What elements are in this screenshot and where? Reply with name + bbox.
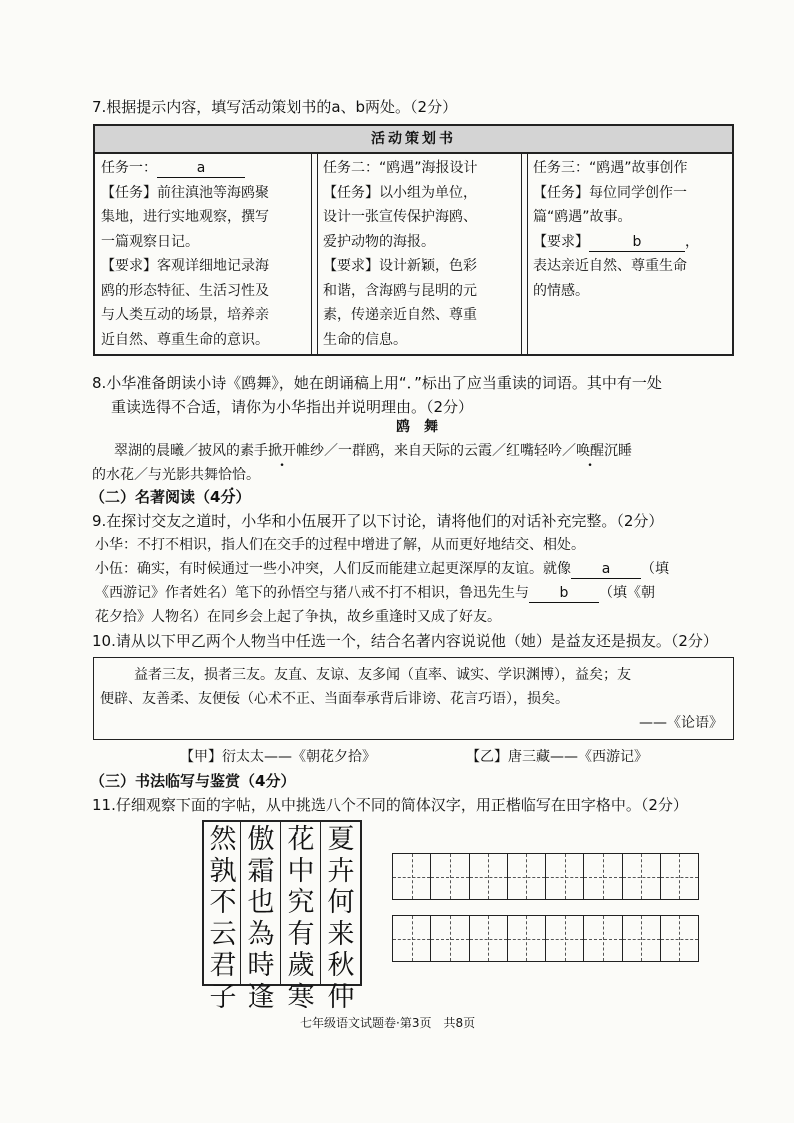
tian-cell[interactable] (507, 915, 546, 962)
column-divider (521, 154, 522, 354)
section2-heading: （二）名著阅读（4分） (90, 488, 251, 506)
option-jia: 【甲】衍太太——《朝花夕拾》 (180, 749, 376, 765)
callig-char: 歲 (287, 950, 315, 981)
stressed-word: 唤醒 (576, 443, 604, 459)
tian-cell[interactable] (469, 853, 508, 900)
task3-column (527, 156, 732, 350)
poem-text: 帷纱／一群鸥，来自天际的云霞／红嘴轻吟／ (296, 443, 576, 459)
callig-char: 云 (209, 918, 237, 950)
task1-req-line: 近自然、尊重生命的意识。 (101, 331, 269, 348)
task2-req-line: 素，传递亲近自然、尊重 (323, 307, 477, 323)
tian-cell[interactable] (583, 915, 622, 962)
callig-char: 君 (209, 950, 237, 981)
task3-line: 篇“鸥遇”故事。 (533, 209, 632, 225)
callig-column (204, 824, 242, 1013)
poem-line (92, 464, 260, 486)
callig-column (322, 824, 360, 1013)
page-footer: 七年级语文试题卷·第3页 共8页 (300, 1016, 476, 1030)
task2-column (317, 156, 517, 350)
q9-stem: 9.在探讨交友之道时，小华和小伍展开了以下讨论，请将他们的对话补充完整。（2分） (92, 512, 664, 530)
callig-column (242, 824, 280, 1013)
callig-char: 寒 (287, 981, 315, 1013)
task1-req-line: 【要求】客观详细地记录海 (101, 258, 269, 274)
quote-source: ——《论语》 (639, 715, 723, 731)
tian-cell[interactable] (622, 853, 661, 900)
task3-req-line: 的情感。 (533, 282, 589, 299)
q9-wu-line (95, 558, 669, 580)
task1-line: 一篇观察日记。 (101, 233, 199, 250)
analects-quote-box (93, 657, 734, 740)
task1-name: 任务一： (101, 160, 157, 176)
callig-char: 然 (209, 824, 237, 855)
section3-heading: （三）书法临写与鉴赏（4分） (90, 772, 296, 790)
callig-char: 何 (327, 887, 355, 918)
callig-char: 不 (209, 887, 237, 918)
tian-grid-row (392, 915, 706, 962)
column-divider (280, 822, 281, 984)
quote-line: 益者三友，损者三友。友直、友谅、友多闻（直率、诚实、学识渊博），益矣；友 (134, 667, 631, 683)
callig-char: 中 (287, 855, 315, 887)
column-divider (311, 154, 312, 354)
q7-stem: 7.根据提示内容，填写活动策划书的a、b两处。（2分） (92, 98, 458, 116)
task2-name: 任务二：“鸥遇”海报设计 (323, 160, 478, 176)
tian-grid-row (392, 853, 706, 900)
task1-column (95, 156, 307, 350)
task2-req-line: 生命的信息。 (323, 331, 407, 348)
tian-cell[interactable] (430, 853, 469, 900)
column-divider (320, 822, 321, 984)
tian-cell[interactable] (430, 915, 469, 962)
task2-line: 【任务】以小组为单位， (323, 184, 477, 201)
task2-line: 设计一张宣传保护海鸥、 (323, 209, 477, 225)
q9-wu-line (95, 582, 655, 604)
tian-cell[interactable] (545, 853, 584, 900)
q9-text: 小伍：确实，有时候通过一些小冲突，人们反而能建立起更深厚的友谊。就像 (95, 561, 571, 577)
task2-line: 爱护动物的海报。 (323, 233, 435, 250)
q10-stem: 10.请从以下甲乙两个人物当中任选一个，结合名著内容说说他（她）是益友还是损友。（2分） (92, 632, 718, 650)
task3-line: 【任务】每位同学创作一 (533, 184, 687, 201)
tian-cell[interactable] (392, 915, 431, 962)
callig-char: 為 (247, 918, 275, 950)
callig-char: 霜 (247, 855, 275, 887)
callig-char: 傲 (247, 824, 275, 855)
tian-cell[interactable] (545, 915, 584, 962)
task3-req-prefix: 【要求】 (533, 233, 589, 250)
callig-char: 秋 (327, 950, 355, 981)
q8-stem-line: 8.小华准备朗读小诗《鸥舞》，她在朗诵稿上用“．”标出了应当重读的词语。其中有一处 (92, 374, 662, 392)
task3-name: 任务三：“鸥遇”故事创作 (533, 160, 688, 176)
task3-req-line: 表达亲近自然、尊重生命 (533, 258, 687, 274)
poem-text: 。 (246, 467, 260, 483)
q11-stem: 11.仔细观察下面的字帖，从中挑选八个不同的简体汉字，用正楷临写在田字格中。（2分） (92, 796, 688, 814)
task2-req-line: 和谐，含海鸥与昆明的元 (323, 282, 477, 299)
poem-text: 的水花／与光影共舞 (92, 467, 218, 483)
poem-text: 沉睡 (604, 443, 632, 459)
callig-char: 究 (287, 887, 315, 918)
callig-char: 也 (247, 887, 275, 918)
tian-cell[interactable] (583, 853, 622, 900)
task1-req-line: 鸥的形态特征、生活习性及 (101, 282, 269, 299)
callig-char: 仲 (327, 981, 355, 1013)
task2-req-line: 【要求】设计新颖，色彩 (323, 258, 477, 274)
q9-text: （填《朝 (599, 585, 655, 601)
blank-a[interactable]: a (157, 159, 245, 178)
poem-line (114, 440, 632, 462)
callig-char: 卉 (327, 855, 355, 887)
callig-char: 有 (287, 918, 315, 950)
poem-title: 鸥 舞 (396, 419, 438, 435)
blank-b[interactable]: b (589, 233, 685, 252)
callig-char: 孰 (209, 855, 237, 887)
q9-text: 《西游记》作者姓名）笔下的孙悟空与猪八戒不打不相识，鲁迅先生与 (95, 585, 529, 601)
callig-char: 逢 (247, 981, 275, 1013)
callig-char: 花 (287, 824, 315, 855)
callig-char: 子 (209, 981, 237, 1013)
task1-line: 集地，进行实地观察，撰写 (101, 209, 269, 225)
q9-wu-line: 花夕拾》人物名）在同乡会上起了争执，故乡重逢时又成了好友。 (95, 609, 501, 625)
option-yi: 【乙】唐三藏——《西游记》 (466, 749, 648, 765)
tian-cell[interactable] (469, 915, 508, 962)
blank-a[interactable]: a (571, 560, 641, 579)
tian-cell[interactable] (392, 853, 431, 900)
table-title: 活动策划书 (95, 126, 732, 154)
poem-text: 翠湖的晨曦／披风的素手 (114, 443, 268, 459)
callig-char: 来 (327, 918, 355, 950)
callig-char: 夏 (327, 824, 355, 855)
tian-cell[interactable] (507, 853, 546, 900)
q8-stem-line: 重读选得不合适，请你为小华指出并说明理由。（2分） (111, 398, 474, 416)
task1-line: 【任务】前往滇池等海鸥聚 (101, 184, 269, 201)
task1-req-line: 与人类互动的场景，培养亲 (101, 307, 269, 323)
activity-plan-table (93, 124, 734, 356)
tian-cell[interactable] (622, 915, 661, 962)
tian-cell[interactable] (660, 853, 699, 900)
callig-column (282, 824, 320, 1013)
q9-hua: 小华：不打不相识，指人们在交手的过程中增进了解，从而更好地结交、相处。 (95, 537, 585, 553)
stressed-word: 掀开 (268, 443, 296, 459)
blank-b[interactable]: b (529, 584, 599, 603)
tian-cell[interactable] (660, 915, 699, 962)
calligraphy-model (202, 820, 362, 1013)
callig-char: 時 (247, 950, 275, 981)
task3-req-suffix: ， (685, 233, 699, 250)
stressed-word: 恰恰 (218, 467, 246, 483)
q9-text: （填 (641, 561, 669, 577)
quote-line: 便辟、友善柔、友便佞（心术不正、当面奉承背后诽谤、花言巧语），损矣。 (100, 691, 569, 707)
